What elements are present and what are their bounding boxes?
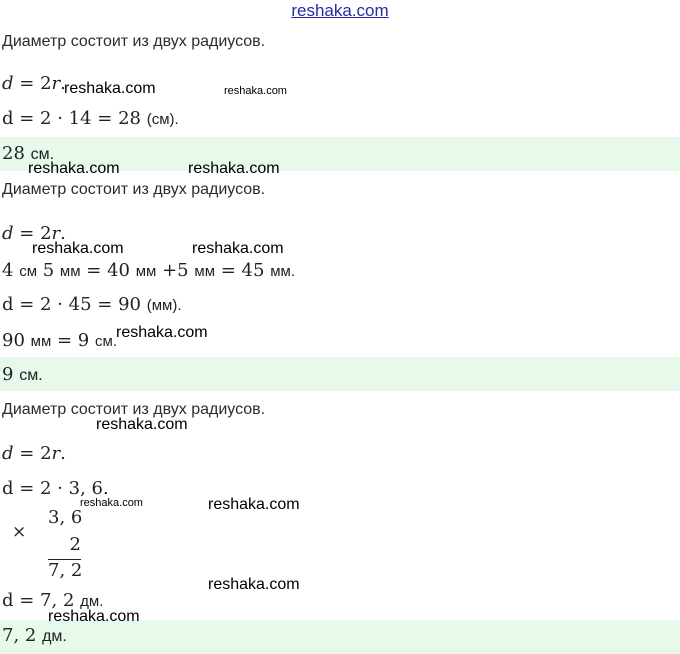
watermark: reshaka.com — [208, 576, 300, 593]
watermark: reshaka.com — [208, 496, 300, 513]
site-header-link[interactable]: reshaka.com — [291, 1, 389, 20]
site-header[interactable] — [0, 1, 680, 21]
watermark: reshaka.com — [28, 160, 120, 177]
block2-conversion2 — [2, 330, 117, 351]
watermark: reshaka.com — [224, 85, 287, 97]
formula-rhs-var: r — [51, 223, 61, 244]
block3-formula — [2, 443, 66, 464]
formula-rhs-num: 2 — [40, 73, 52, 94]
block3-intro: Диаметр состоит из двух радиусов. — [2, 401, 266, 418]
watermark: reshaka.com — [80, 497, 143, 509]
watermark: reshaka.com — [116, 324, 208, 341]
result-unit: дм. — [80, 593, 104, 610]
block3-calc — [2, 478, 109, 499]
formula-rhs-num: 2 — [40, 223, 52, 244]
formula-lhs: d — [2, 223, 14, 244]
result-expression: d = 7, 2 — [2, 590, 75, 611]
multiply-bottom: 2 — [69, 534, 81, 555]
calc-expression: d = 2 · 45 = 90 — [2, 294, 141, 315]
multiply-result: 7, 2 — [48, 560, 83, 581]
multiply-top: 3, 6 — [48, 507, 83, 528]
formula-rhs-num: 2 — [40, 443, 52, 464]
conv-part: = 40 — [86, 260, 130, 281]
calc-tail: . — [174, 111, 179, 128]
calc-expression: d = 2 · 3, 6 — [2, 478, 104, 499]
answer-number: 9 — [2, 364, 14, 385]
calc-expression: d = 2 · 14 = 28 — [2, 108, 141, 129]
conv-unit: мм. — [270, 263, 295, 280]
formula-eq: = — [19, 223, 35, 244]
answer-unit: см. — [30, 146, 55, 163]
watermark: reshaka.com — [192, 240, 284, 257]
answer-unit: дм. — [42, 628, 67, 645]
formula-lhs: d — [2, 73, 14, 94]
conv2-unit: см. — [95, 333, 117, 350]
conv-part: +5 — [162, 260, 189, 281]
conv-unit: мм — [194, 263, 215, 280]
multiply-sign: × — [12, 522, 27, 542]
block3-answer — [2, 625, 67, 646]
formula-rhs-var: r — [51, 443, 61, 464]
conv-part: 5 — [42, 260, 55, 281]
block2-answer-band — [0, 357, 680, 391]
watermark: reshaka.com — [188, 160, 280, 177]
conv-unit: см — [19, 263, 37, 280]
formula-eq: = — [19, 73, 35, 94]
formula-tail: . — [60, 73, 66, 94]
block2-conversion — [2, 260, 295, 281]
block2-calc — [2, 294, 182, 315]
block2-intro: Диаметр состоит из двух радиусов. — [2, 181, 266, 198]
formula-lhs: d — [2, 443, 14, 464]
formula-rhs-var: r — [51, 73, 61, 94]
formula-tail: . — [60, 443, 66, 464]
conv2-unit: мм — [30, 333, 52, 350]
block1-formula — [2, 73, 66, 94]
block2-answer — [2, 364, 43, 385]
conv-part: 4 — [2, 260, 14, 281]
block1-calc — [2, 108, 179, 129]
watermark: reshaka.com — [64, 80, 156, 97]
formula-eq: = — [19, 443, 35, 464]
conv-part: = 45 — [220, 260, 265, 281]
block1-intro: Диаметр состоит из двух радиусов. — [2, 33, 266, 50]
conv2-part: = 9 — [57, 330, 90, 351]
calc-unit: (см) — [146, 111, 175, 128]
watermark: reshaka.com — [32, 240, 124, 257]
answer-number: 7, 2 — [2, 625, 37, 646]
answer-unit: см. — [19, 367, 43, 384]
answer-number: 28 — [2, 143, 25, 164]
calc-tail: . — [103, 478, 109, 499]
watermark: reshaka.com — [96, 416, 188, 433]
conv-unit: мм — [59, 263, 81, 280]
formula-tail: . — [60, 223, 66, 244]
calc-unit: (мм) — [146, 297, 178, 314]
calc-tail: . — [177, 297, 182, 314]
conv-unit: мм — [135, 263, 157, 280]
watermark: reshaka.com — [48, 608, 140, 625]
conv2-part: 90 — [2, 330, 25, 351]
